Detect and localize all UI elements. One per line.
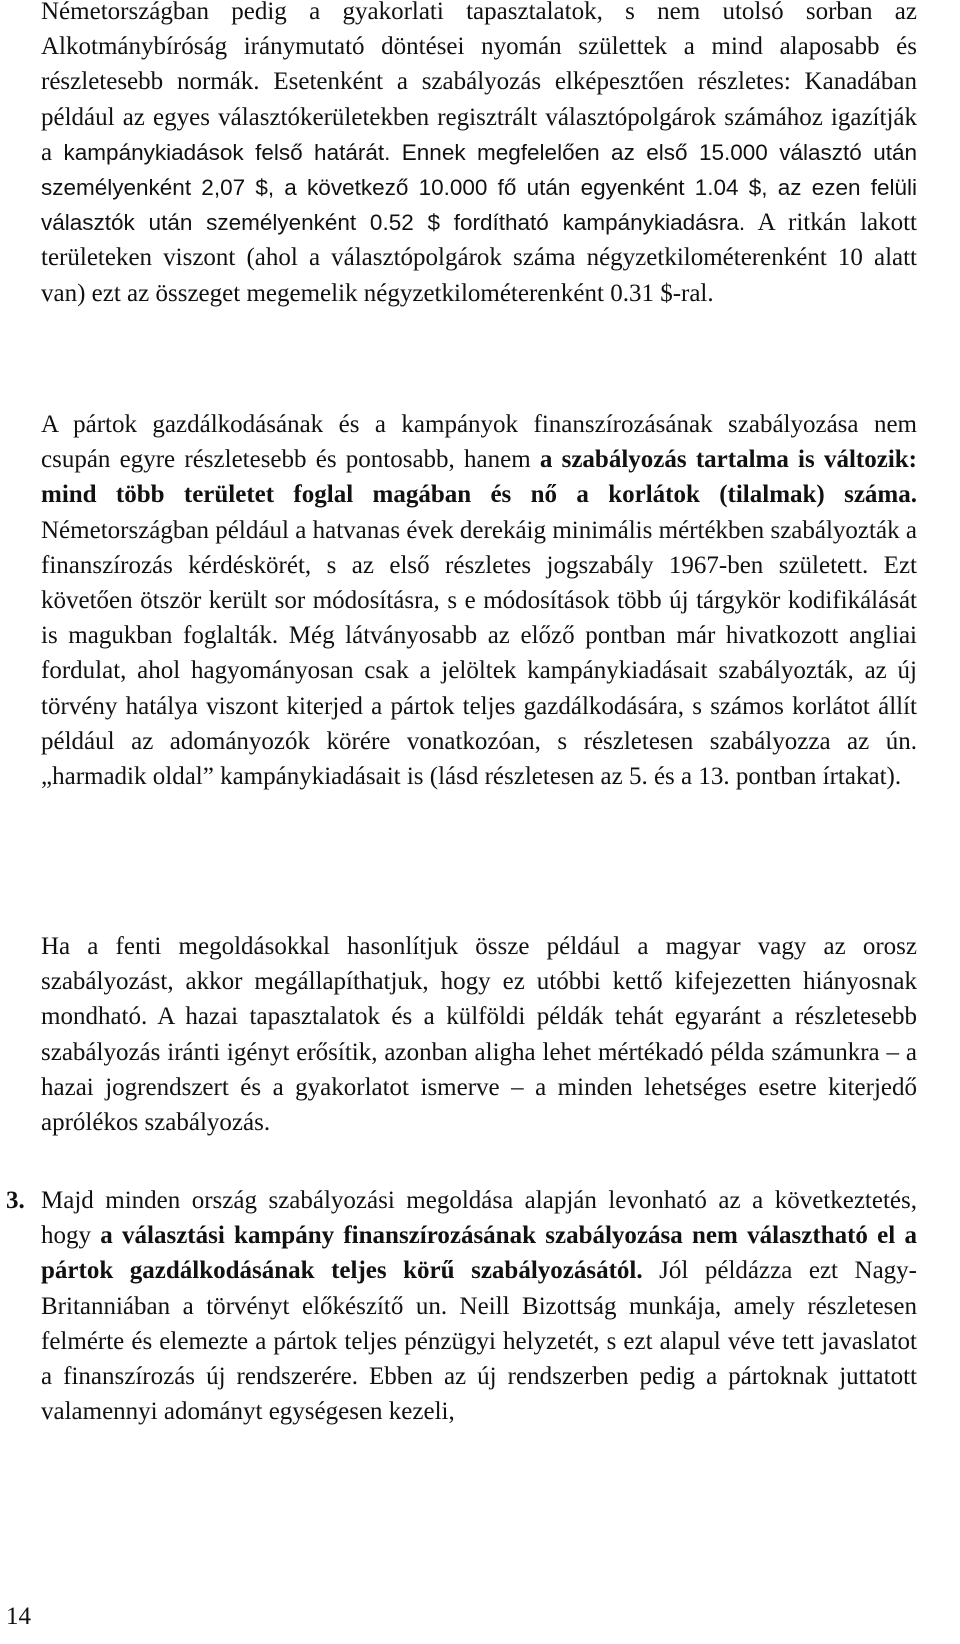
paragraph-text: Ha a fenti megoldásokkal hasonlítjuk össze például a magyar vagy az orosz szabályozást, akkor megállapíthatjuk, hogy ez utóbbi kettő kifejezetten hiányosnak mondható. A hazai tapasztalatok és a külföldi példák tehát egyaránt a részletesebb szabályozás iránti igényt erősítik, azonban aligha lehet mértékadó példa számunkra – a hazai jogrendszert és a gyakorlatot ismerve – a minden lehetséges esetre kiterjedő aprólékos szabályozás. bbox=[41, 933, 917, 1137]
paragraph-text: A ritkán lakott területeken viszont (ahol a választópolgárok száma négyzetkilométerenként 10 alatt van) ezt az összeget megemelik négyzetkilométerenként 0.31 $-ral. bbox=[41, 209, 918, 307]
paragraph-text: A pártok gazdálkodásának és a kampányok finanszírozásának szabályozása nem csupán egyre részletesebb és pontosabb, hanem bbox=[41, 411, 917, 474]
list-item-number: 3. bbox=[6, 1187, 25, 1214]
paragraph-text: Németországban például a hatvanas évek derekáig minimális mértékben szabályozták a finanszírozás kérdéskörét, s az első részletes jogszabály 1967-ben született. Ezt követően ötször került sor módosításra, s e módosítások több új tárgykör kodifikálását is magukban foglalták. Még látványosabb az előző pontban már hivatkozott angliai fordulat, ahol hagyományosan csak a jelöltek kampánykiadásait szabályozták, az új törvény hatálya viszont kiterjed a pártok teljes gazdálkodására, s számos korlátot állít például az adományozók körére vonatkozóan, s részletesen szabályozza az ún. „harmadik oldal” kampánykiadásait is (lásd részletesen az 5. és a 13. pontban írtakat). bbox=[41, 516, 917, 791]
paragraph-bold-text: a szabályozás tartalma is változik: mind több területet foglal magában és nő a korlátok (tilalmak) száma. bbox=[41, 446, 917, 509]
list-item-3 bbox=[41, 1183, 917, 1429]
list-item-text: Jól példázza ezt Nagy-Britanniában a törvényt előkészítő un. Neill Bizottság munkája, amely részletesen felmérte és elemezte a pártok teljes pénzügyi helyzetét, s ezt alapul véve tett javaslatot a finanszírozás új rendszerére. Ebben az új rendszerben pedig a pártoknak juttatott valamennyi adományt egységesen kezeli, bbox=[41, 1257, 917, 1426]
page-number: 14 bbox=[6, 1603, 31, 1630]
paragraph-hungarian-comparison bbox=[41, 929, 917, 1140]
paragraph-regulation-trends bbox=[41, 407, 917, 794]
paragraph-text-sans: kampánykiadások felső határát. Ennek megfelelően az első 15.000 választó után személyenként 2,07 $, a következő 10.000 fő után egyenként 1.04 $, az ezen felüli választók után személyenként 0.52 $ fordítható kampánykiadásra. bbox=[41, 139, 917, 236]
paragraph-canada-example bbox=[41, 0, 917, 311]
list-item-text: Majd minden ország szabályozási megoldása alapján levonható az a következtetés, hogy bbox=[41, 1187, 917, 1250]
list-item-bold-text: a választási kampány finanszírozásának szabályozása nem választható el a pártok gazdálkodásának teljes körű szabályozásától. bbox=[41, 1222, 917, 1285]
paragraph-text: Németországban pedig a gyakorlati tapasztalatok, s nem utolsó sorban az Alkotmánybíróság iránymutató döntései nyomán születtek a mind alaposabb és részletesebb normák. Esetenként a szabályozás elképesztően részletes: Kanadában például az egyes választókerületekben regisztrált választópolgárok számához igazítják a bbox=[41, 0, 917, 166]
